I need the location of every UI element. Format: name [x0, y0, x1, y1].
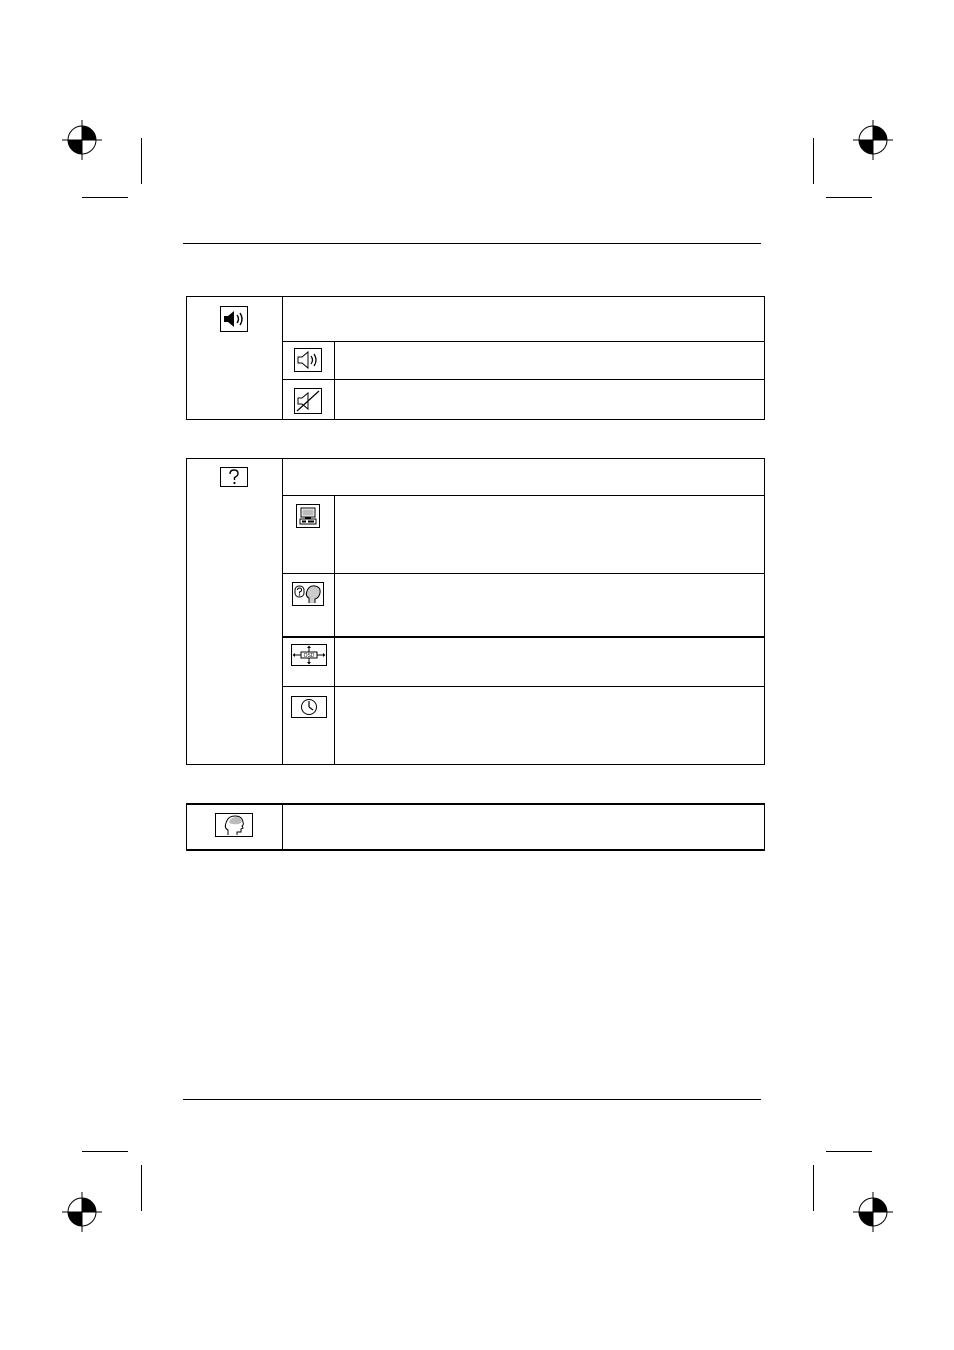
- table-outline: [186, 296, 765, 420]
- table-outline: [186, 458, 765, 765]
- svg-text:OSD: OSD: [303, 653, 315, 659]
- crop-mark: [813, 1165, 814, 1211]
- column-divider: [282, 296, 283, 420]
- crop-mark: [826, 1151, 872, 1152]
- row-divider: [282, 495, 765, 496]
- speaker-volume-icon: [220, 306, 248, 332]
- footer-rule: [183, 1099, 761, 1100]
- column-divider: [334, 341, 335, 420]
- crop-mark: [82, 197, 128, 198]
- row-divider: [282, 573, 765, 574]
- column-divider: [282, 458, 283, 765]
- registration-mark-top-left: [62, 120, 102, 160]
- crop-mark: [141, 138, 142, 184]
- registration-mark-bottom-right: [853, 1192, 893, 1232]
- crop-mark: [813, 138, 814, 184]
- row-divider: [282, 686, 765, 687]
- monitor-information-icon: [296, 504, 320, 528]
- question-mark-icon: [220, 467, 248, 487]
- row-divider: [282, 379, 765, 380]
- column-divider: [334, 495, 335, 765]
- crop-mark: [826, 197, 872, 198]
- table-outline: [186, 803, 765, 851]
- speaker-on-icon: [294, 348, 322, 372]
- header-rule: [183, 243, 761, 244]
- registration-mark-top-right: [853, 120, 893, 160]
- crop-mark: [82, 1151, 128, 1152]
- language-head-icon: [292, 582, 324, 606]
- registration-mark-bottom-left: [62, 1192, 102, 1232]
- column-divider: [282, 803, 283, 851]
- osd-position-icon: [291, 644, 327, 666]
- row-divider: [282, 636, 765, 638]
- osd-timer-clock-icon: [291, 696, 327, 718]
- crop-mark: [141, 1165, 142, 1211]
- row-divider: [282, 341, 765, 342]
- head-profile-icon: [215, 813, 253, 837]
- speaker-mute-icon: [294, 388, 322, 414]
